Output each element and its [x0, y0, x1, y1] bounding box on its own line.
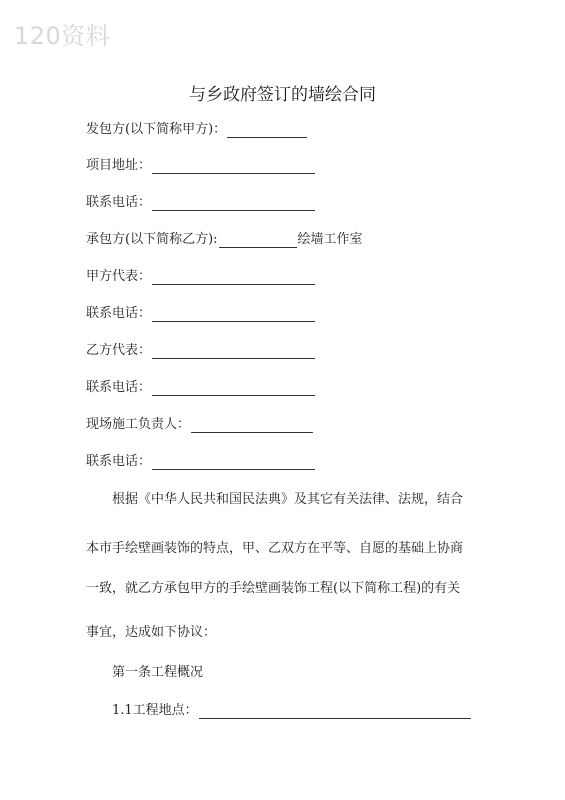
- paragraph-line: 一致，就乙方承包甲方的手绘壁画装饰工程(以下简称工程)的有关: [86, 581, 461, 596]
- fill-blank: [152, 197, 315, 211]
- field-project-address: [86, 158, 316, 174]
- fill-blank: [152, 456, 315, 470]
- field-label: 联系电话：: [86, 380, 152, 395]
- field-suffix: 绘墙工作室: [297, 232, 363, 247]
- fill-blank: [152, 160, 315, 174]
- field-label: 甲方代表：: [86, 269, 152, 284]
- watermark: 120资料: [14, 22, 111, 50]
- paragraph-line: 本市手绘壁画装饰的特点，甲、乙双方在平等、自愿的基础上协商: [86, 541, 464, 556]
- field-label: 乙方代表：: [86, 343, 152, 358]
- field-label: 联系电话：: [86, 195, 152, 210]
- field-phone-rep-a: [86, 306, 316, 322]
- section-heading: 第一条工程概况: [112, 665, 204, 680]
- field-site-manager: [86, 417, 314, 433]
- field-phone-a: [86, 195, 316, 211]
- field-party-b: [86, 232, 363, 248]
- fill-blank: [191, 419, 313, 433]
- field-phone-site-manager: [86, 454, 316, 470]
- field-label: 现场施工负责人：: [86, 417, 191, 432]
- item-label: 1.1工程地点：: [112, 703, 198, 718]
- paragraph-line: 根据《中华人民共和国民法典》及其它有关法律、法规，结合: [112, 492, 464, 507]
- field-label: 承包方(以下简称乙方):: [86, 232, 218, 247]
- field-label: 联系电话：: [86, 454, 152, 469]
- fill-blank: [152, 271, 315, 285]
- field-phone-rep-b: [86, 380, 316, 396]
- fill-blank: [199, 705, 471, 719]
- fill-blank: [219, 234, 297, 248]
- fill-blank: [227, 124, 307, 138]
- item-1-1: [112, 703, 472, 719]
- fill-blank: [152, 308, 315, 322]
- field-label: 项目地址：: [86, 158, 152, 173]
- fill-blank: [152, 382, 315, 396]
- paragraph-line: 事宜，达成如下协议：: [86, 625, 217, 640]
- field-rep-a: [86, 269, 316, 285]
- field-label: 联系电话：: [86, 306, 152, 321]
- field-label: 发包方(以下简称甲方)：: [86, 122, 227, 137]
- document-title: 与乡政府签订的墙绘合同: [189, 85, 376, 105]
- fill-blank: [152, 345, 315, 359]
- field-party-a: [86, 122, 308, 138]
- field-rep-b: [86, 343, 316, 359]
